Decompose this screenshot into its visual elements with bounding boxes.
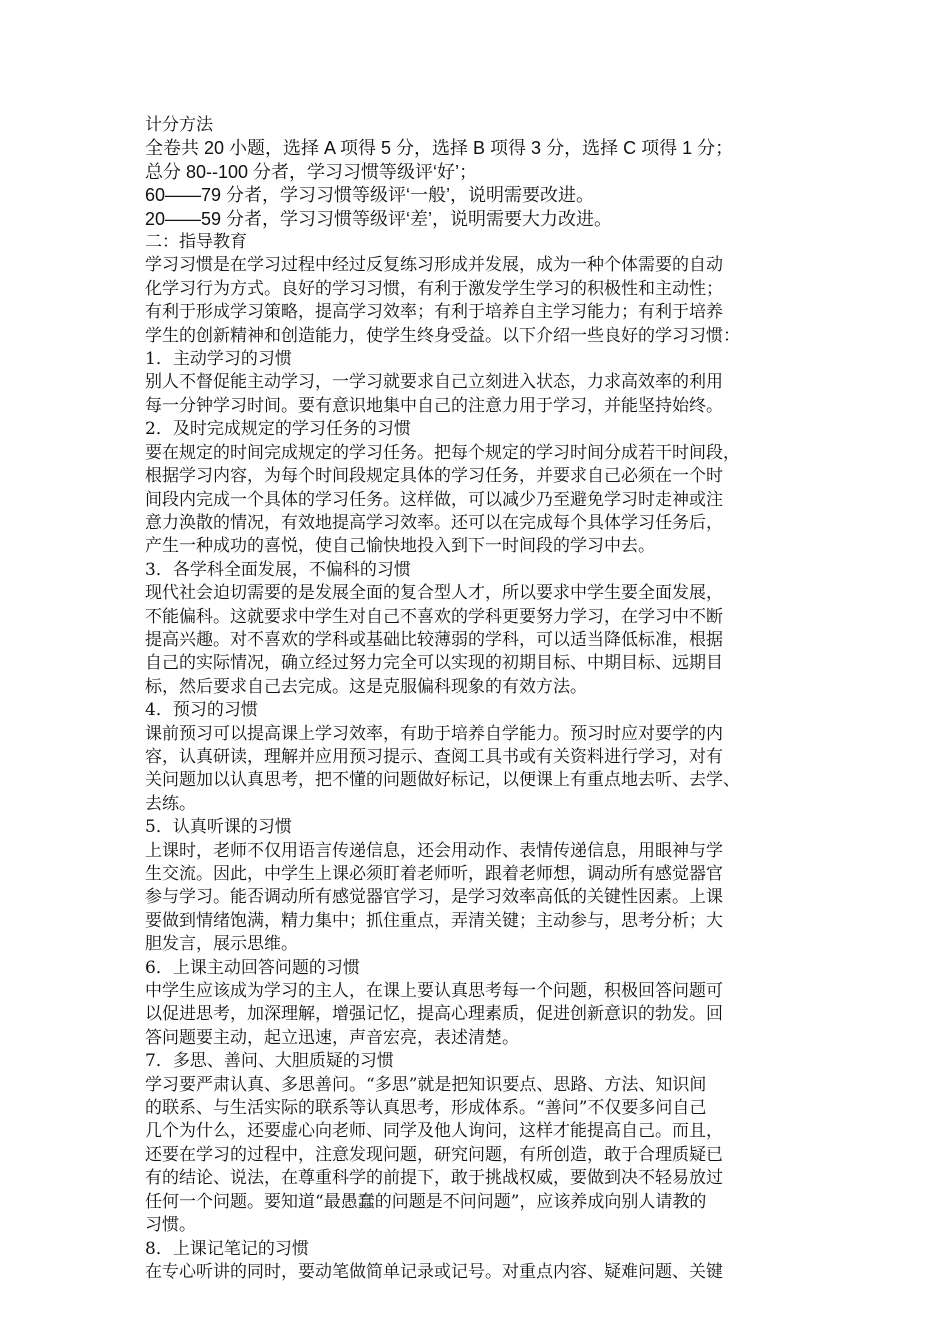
paragraph-line: 学习要严肃认真、多思善问。“多思”就是把知识要点、思路、方法、知识间 bbox=[145, 1074, 707, 1095]
paragraph-line: 容，认真研读，理解并应用预习提示、查阅工具书或有关资料进行学习，对有 bbox=[145, 746, 723, 767]
habit-section bbox=[145, 1238, 810, 1285]
paragraph-line: 去练。 bbox=[145, 793, 196, 814]
paragraph-line: 以促进思考，加深理解，增强记忆，提高心理素质，促进创新意识的勃发。回 bbox=[145, 1004, 723, 1025]
paragraph-line: 课前预习可以提高课上学习效率，有助于培养自学能力。预习时应对要学的内 bbox=[145, 723, 723, 744]
paragraph-line: 生交流。因此，中学生上课必须盯着老师听，跟着老师想，调动所有感觉器官 bbox=[145, 864, 723, 884]
habit-section bbox=[145, 348, 810, 418]
habit-section bbox=[145, 418, 810, 558]
paragraph-line: 学习习惯是在学习过程中经过反复练习形成并发展，成为一种个体需要的自动 bbox=[145, 255, 723, 276]
paragraph-line: 每一分钟学习时间。要有意识地集中自己的注意力用于学习，并能坚持始终。 bbox=[145, 395, 723, 416]
document-body bbox=[145, 114, 810, 1284]
habit-heading: 6．上课主动回答问题的习惯 bbox=[145, 957, 360, 978]
habit-heading: 7．多思、善问、大胆质疑的习惯 bbox=[145, 1051, 394, 1072]
scoring-line: 60——79 分者，学习习惯等级评‘一般’，说明需要改进。 bbox=[145, 185, 595, 206]
paragraph-line: 关问题加以认真思考，把不懂的问题做好标记，以便课上有重点地去听、去学、 bbox=[145, 770, 740, 791]
paragraph-line: 自己的实际情况，确立经过努力完全可以实现的初期目标、中期目标、远期目 bbox=[145, 653, 723, 674]
habit-heading: 1．主动学习的习惯 bbox=[145, 349, 292, 370]
scoring-section bbox=[145, 114, 810, 231]
scoring-line: 20——59 分者，学习习惯等级评‘差’，说明需要大力改进。 bbox=[145, 208, 613, 229]
guidance-title: 二：指导教育 bbox=[145, 232, 247, 253]
paragraph-line: 有利于形成学习策略，提高学习效率；有利于培养自主学习能力；有利于培养 bbox=[145, 302, 723, 323]
habit-section bbox=[145, 957, 810, 1051]
habit-section bbox=[145, 559, 810, 699]
habit-section bbox=[145, 1050, 810, 1237]
paragraph-line: 习惯。 bbox=[145, 1215, 196, 1236]
paragraph-line: 的联系、与生活实际的联系等认真思考，形成体系。“善问”不仅要多问自己 bbox=[145, 1098, 707, 1119]
paragraph-line: 别人不督促能主动学习，一学习就要求自己立刻进入状态，力求高效率的利用 bbox=[145, 372, 723, 393]
paragraph-line: 要在规定的时间完成规定的学习任务。把每个规定的学习时间分成若干时间段， bbox=[145, 442, 740, 463]
paragraph-line: 间段内完成一个具体的学习任务。这样做，可以减少乃至避免学习时走神或注 bbox=[145, 489, 723, 510]
paragraph-line: 标，然后要求自己去完成。这是克服偏科现象的有效方法。 bbox=[145, 676, 587, 697]
paragraph-line: 中学生应该成为学习的主人，在课上要认真思考每一个问题，积极回答问题可 bbox=[145, 981, 723, 1002]
paragraph-line: 提高兴趣。对不喜欢的学科或基础比较薄弱的学科，可以适当降低标准，根据 bbox=[145, 629, 723, 650]
habit-heading: 4．预习的习惯 bbox=[145, 700, 258, 721]
paragraph-line: 几个为什么，还要虚心向老师、同学及他人询问，这样才能提高自己。而且， bbox=[145, 1121, 723, 1142]
scoring-line: 总分 80--100 分者，学习习惯等级评‘好’； bbox=[145, 161, 478, 182]
paragraph-line: 参与学习。能否调动所有感觉器官学习，是学习效率高低的关键性因素。上课 bbox=[145, 887, 723, 908]
scoring-line: 全卷共 20 小题，选择 A 项得 5 分，选择 B 项得 3 分，选择 C 项得 1 分； bbox=[145, 138, 734, 159]
paragraph-line: 要做到情绪饱满，精力集中；抓住重点，弄清关键；主动参与，思考分析；大 bbox=[145, 910, 723, 931]
paragraph-line: 化学习行为方式。良好的学习习惯，有利于激发学生学习的积极性和主动性； bbox=[145, 278, 723, 299]
paragraph-line: 产生一种成功的喜悦，使自己愉快地投入到下一时间段的学习中去。 bbox=[145, 536, 655, 557]
paragraph-line: 意力涣散的情况，有效地提高学习效率。还可以在完成每个具体学习任务后， bbox=[145, 512, 723, 533]
paragraph-line: 有的结论、说法，在尊重科学的前提下，敢于挑战权威，要做到决不轻易放过 bbox=[145, 1168, 723, 1189]
paragraph-line: 根据学习内容，为每个时间段规定具体的学习任务，并要求自己必须在一个时 bbox=[145, 466, 723, 487]
paragraph-line: 在专心听讲的同时，要动笔做简单记录或记号。对重点内容、疑难问题、关键 bbox=[145, 1261, 723, 1282]
paragraph-line: 不能偏科。这就要求中学生对自己不喜欢的学科更要努力学习，在学习中不断 bbox=[145, 606, 723, 627]
habit-heading: 5．认真听课的习惯 bbox=[145, 817, 292, 838]
habit-heading: 3．各学科全面发展，不偏科的习惯 bbox=[145, 559, 411, 580]
paragraph-line: 上课时，老师不仅用语言传递信息，还会用动作、表情传递信息，用眼神与学 bbox=[145, 840, 723, 861]
paragraph-line: 胆发言，展示思维。 bbox=[145, 934, 298, 955]
paragraph-line: 还要在学习的过程中，注意发现问题，研究问题，有所创造，敢于合理质疑已 bbox=[145, 1144, 723, 1165]
habit-section bbox=[145, 699, 810, 816]
paragraph-line: 任何一个问题。要知道“最愚蠢的问题是不问问题”，应该养成向别人请教的 bbox=[145, 1191, 707, 1212]
paragraph-line: 现代社会迫切需要的是发展全面的复合型人才，所以要求中学生要全面发展， bbox=[145, 583, 723, 604]
habit-heading: 8．上课记笔记的习惯 bbox=[145, 1238, 309, 1259]
paragraph-line: 学生的创新精神和创造能力，使学生终身受益。以下介绍一些良好的学习习惯： bbox=[145, 325, 740, 346]
habit-heading: 2．及时完成规定的学习任务的习惯 bbox=[145, 419, 411, 440]
habit-sections bbox=[145, 348, 810, 1284]
scoring-title: 计分方法 bbox=[145, 115, 213, 135]
paragraph-line: 答问题要主动，起立迅速，声音宏亮，表述清楚。 bbox=[145, 1027, 519, 1048]
habit-section bbox=[145, 816, 810, 956]
guidance-section bbox=[145, 231, 810, 1284]
guidance-intro bbox=[145, 254, 810, 348]
